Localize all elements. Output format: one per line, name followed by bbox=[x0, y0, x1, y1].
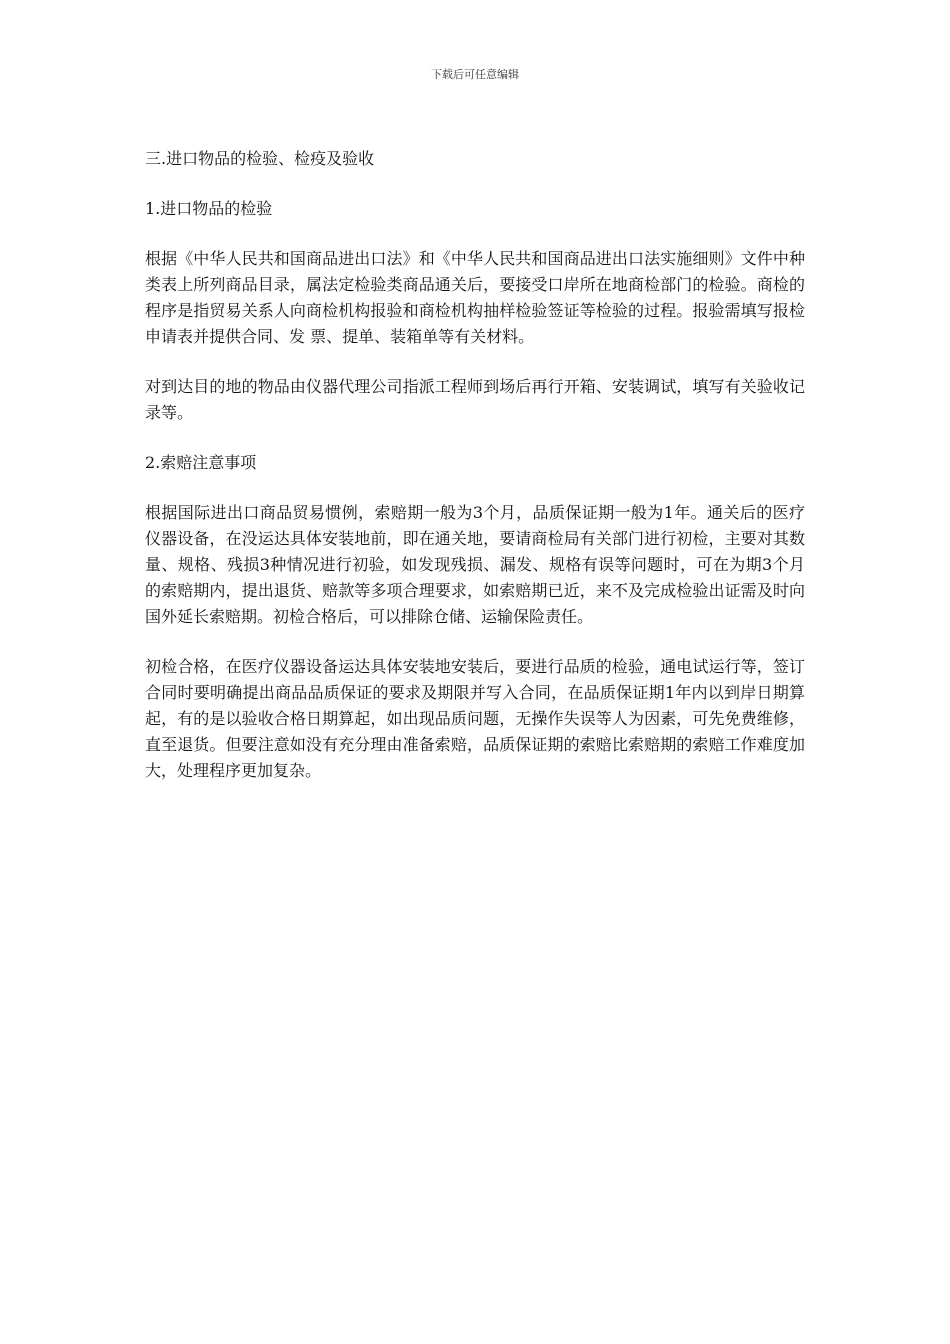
document-body bbox=[145, 146, 805, 808]
section-title: 三.进口物品的检验、检疫及验收 bbox=[145, 149, 375, 168]
subsection-title-claims: 2.索赔注意事项 bbox=[145, 453, 257, 472]
subsection-title-inspection: 1.进口物品的检验 bbox=[145, 199, 273, 218]
paragraph-quality-guarantee: 初检合格，在医疗仪器设备运达具体安装地安装后，要进行品质的检验，通电试运行等，签订合同时要明确提出商品品质保证的要求及期限并写入合同，在品质保证期1年内以到岸日期算起，有的是以验收合格日期算起，如出现品质问题，无操作失误等人为因素，可先免费维修，直至退货。但要注意如没有充分理由准备索赔，品质保证期的索赔比索赔期的索赔工作难度加大，处理程序更加复杂。 bbox=[145, 657, 805, 780]
header-note: 下载后可任意编辑 bbox=[431, 68, 519, 81]
paragraph-acceptance: 对到达目的地的物品由仪器代理公司指派工程师到场后再行开箱、安装调试，填写有关验收记录等。 bbox=[145, 377, 805, 422]
paragraph-inspection-procedure: 根据《中华人民共和国商品进出口法》和《中华人民共和国商品进出口法实施细则》文件中种类表上所列商品目录，属法定检验类商品通关后，要接受口岸所在地商检部门的检验。商检的程序是指贸易关系人向商检机构报验和商检机构抽样检验签证等检验的过程。报验需填写报检申请表并提供合同、发 票、提单、装箱单等有关材料。 bbox=[145, 249, 805, 346]
paragraph-claim-period: 根据国际进出口商品贸易惯例，索赔期一般为3个月，品质保证期一般为1年。通关后的医疗仪器设备，在没运达具体安装地前，即在通关地，要请商检局有关部门进行初检，主要对其数量、规格、残损3种情况进行初验，如发现残损、漏发、规格有误等问题时，可在为期3个月的索赔期内，提出退货、赔款等多项合理要求，如索赔期已近，来不及完成检验出证需及时向国外延长索赔期。初检合格后，可以排除仓储、运输保险责任。 bbox=[145, 503, 805, 626]
